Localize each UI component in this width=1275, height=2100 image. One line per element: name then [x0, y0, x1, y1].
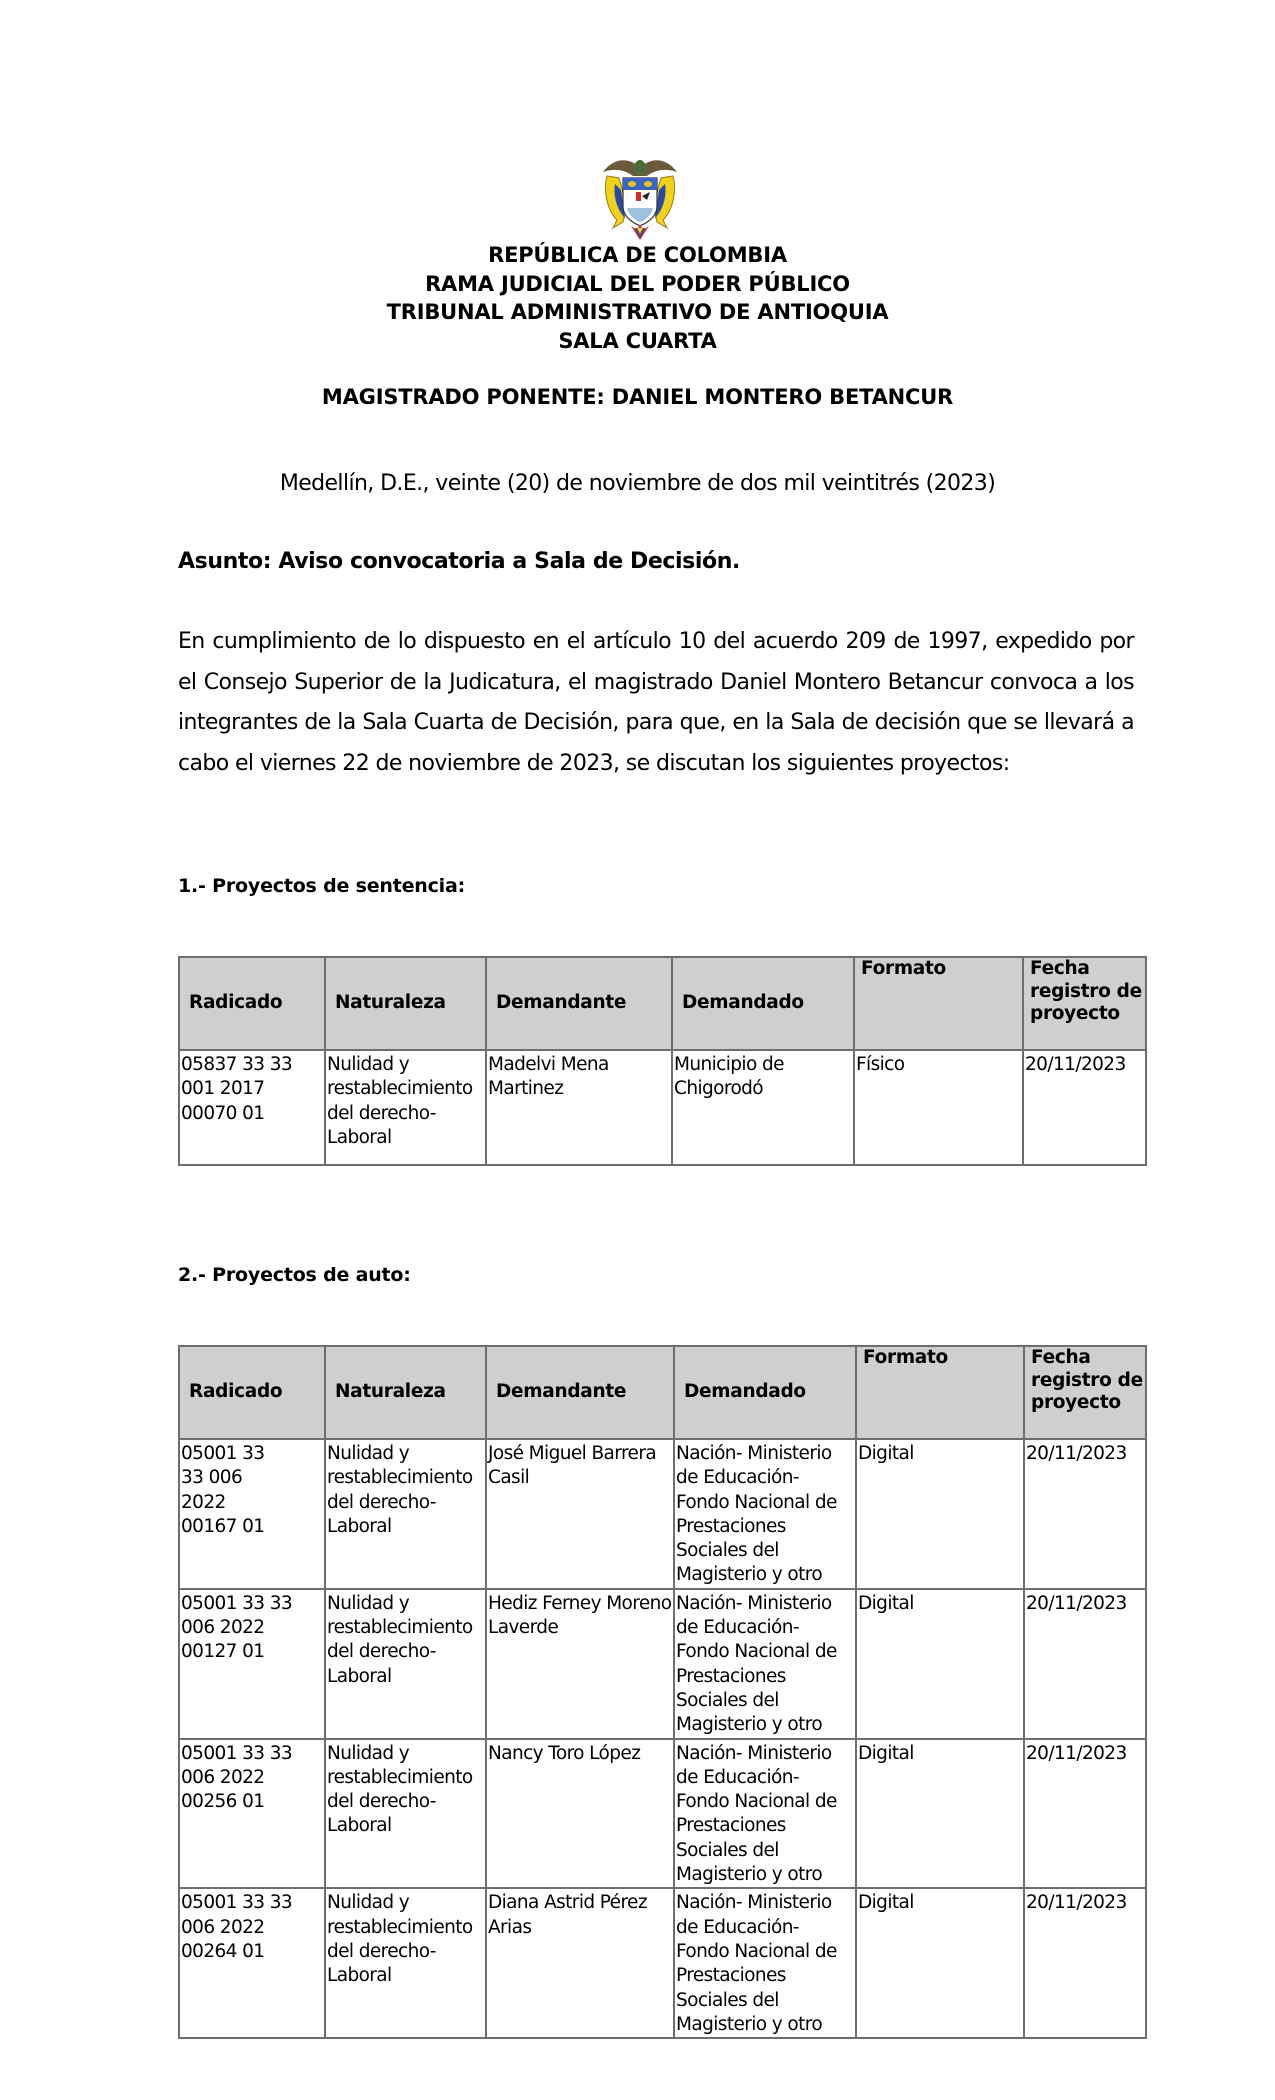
cell-fecha: 20/11/2023 — [1024, 1888, 1146, 2038]
cell-naturaleza: Nulidad y restablecimiento del derecho-Laboral — [325, 1888, 486, 2038]
cell-formato: Físico — [854, 1050, 1023, 1165]
cell-radicado: 05001 33 33 006 2022 00264 01 — [179, 1888, 325, 2038]
table-row — [179, 1439, 1146, 1589]
asunto-line — [178, 549, 740, 574]
asunto-text: Aviso convocatoria a Sala de Decisión. — [278, 549, 740, 574]
cell-demandante: Madelvi Mena Martinez — [486, 1050, 672, 1165]
cell-fecha: 20/11/2023 — [1024, 1589, 1146, 1739]
table-header-row — [179, 957, 1146, 1050]
cell-formato: Digital — [856, 1589, 1024, 1739]
table-row — [179, 1589, 1146, 1739]
cell-radicado: 05001 33 33 006 2022 00167 01 — [179, 1439, 325, 1589]
cell-demandado: Nación- Ministerio de Educación- Fondo Nacional de Prestaciones Sociales del Magisterio y otro — [674, 1439, 856, 1589]
col-demandado: Demandado — [674, 1346, 856, 1439]
cell-demandante: Nancy Toro López — [486, 1739, 674, 1889]
cell-demandado: Nación- Ministerio de Educación- Fondo Nacional de Prestaciones Sociales del Magisterio y otro — [674, 1888, 856, 2038]
table-sentencia — [178, 956, 1147, 1166]
cell-demandado: Nación- Ministerio de Educación- Fondo Nacional de Prestaciones Sociales del Magisterio y otro — [674, 1739, 856, 1889]
cell-demandado: Nación- Ministerio de Educación- Fondo Nacional de Prestaciones Sociales del Magisterio y otro — [674, 1589, 856, 1739]
body-paragraph: En cumplimiento de lo dispuesto en el artículo 10 del acuerdo 209 de 1997, expedido por el Consejo Superior de la Judicatura, el magistrado Daniel Montero Betancur convoca a los integrantes de la Sala Cuarta de Decisión, para que, en la Sala de decisión que se llevará a cabo el viernes 22 de noviembre de 2023, se discutan los siguientes proyectos: — [178, 629, 1134, 776]
cell-radicado: 05001 33 33 006 2022 00256 01 — [179, 1739, 325, 1889]
section-title-auto: 2.- Proyectos de auto: — [178, 1264, 411, 1286]
col-radicado: Radicado — [179, 1346, 325, 1439]
section-title-sentencia: 1.- Proyectos de sentencia: — [178, 875, 465, 897]
cell-formato: Digital — [856, 1888, 1024, 2038]
cell-demandante: Hediz Ferney Moreno Laverde — [486, 1589, 674, 1739]
table-auto — [178, 1345, 1147, 2039]
magistrado-ponente: MAGISTRADO PONENTE: DANIEL MONTERO BETANCUR — [321, 385, 954, 409]
coat-of-arms-icon — [597, 150, 683, 242]
header-tribunal: TRIBUNAL ADMINISTRATIVO DE ANTIOQUIA — [386, 300, 889, 324]
cell-radicado: 05001 33 33 006 2022 00127 01 — [179, 1589, 325, 1739]
header-sala: SALA CUARTA — [558, 329, 717, 353]
cell-fecha: 20/11/2023 — [1024, 1439, 1146, 1589]
cell-radicado: 05837 33 33 001 2017 00070 01 — [179, 1050, 325, 1165]
cell-naturaleza: Nulidad y restablecimiento del derecho-Laboral — [325, 1050, 486, 1165]
col-demandante: Demandante — [486, 1346, 674, 1439]
table-row — [179, 1739, 1146, 1889]
cell-formato: Digital — [856, 1739, 1024, 1889]
col-naturaleza: Naturaleza — [325, 1346, 486, 1439]
table-header-row — [179, 1346, 1146, 1439]
date-line: Medellín, D.E., veinte (20) de noviembre de dos mil veintitrés (2023) — [279, 471, 996, 496]
cell-formato: Digital — [856, 1439, 1024, 1589]
cell-naturaleza: Nulidad y restablecimiento del derecho-Laboral — [325, 1439, 486, 1589]
col-demandante: Demandante — [486, 957, 672, 1050]
col-naturaleza: Naturaleza — [325, 957, 486, 1050]
table-row — [179, 1888, 1146, 2038]
col-formato: Formato — [854, 957, 1023, 1050]
col-radicado: Radicado — [179, 957, 325, 1050]
cell-demandante: José Miguel Barrera Casil — [486, 1439, 674, 1589]
col-fecha: Fecha registro de proyecto — [1024, 1346, 1146, 1439]
cell-fecha: 20/11/2023 — [1023, 1050, 1146, 1165]
col-demandado: Demandado — [672, 957, 854, 1050]
cell-demandante: Diana Astrid Pérez Arias — [486, 1888, 674, 2038]
cell-naturaleza: Nulidad y restablecimiento del derecho-Laboral — [325, 1739, 486, 1889]
cell-demandado: Municipio de Chigorodó — [672, 1050, 854, 1165]
asunto-colon: : — [262, 549, 279, 574]
table-row — [179, 1050, 1146, 1165]
cell-naturaleza: Nulidad y restablecimiento del derecho-Laboral — [325, 1589, 486, 1739]
header-republica: REPÚBLICA DE COLOMBIA — [488, 243, 787, 267]
cell-fecha: 20/11/2023 — [1024, 1739, 1146, 1889]
col-fecha: Fecha registro de proyecto — [1023, 957, 1146, 1050]
asunto-label: Asunto — [178, 549, 263, 574]
header-rama-judicial: RAMA JUDICIAL DEL PODER PÚBLICO — [425, 272, 850, 296]
col-formato: Formato — [856, 1346, 1024, 1439]
